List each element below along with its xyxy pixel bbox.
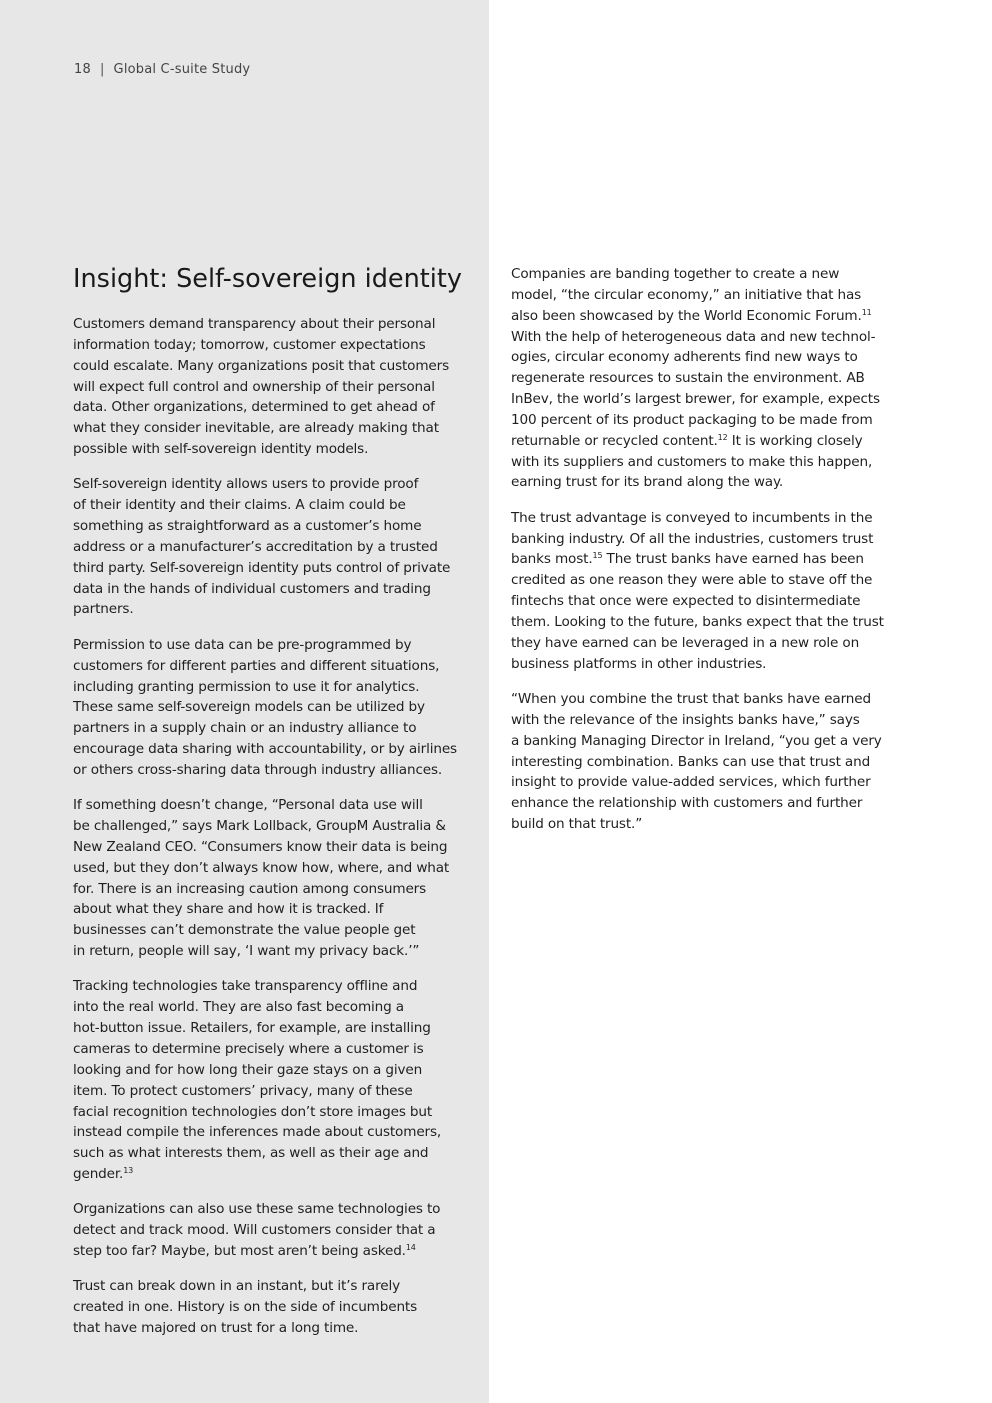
paragraph: “When you combine the trust that banks have earned with the relevance of the insights banks have,” says a banking Managing Director in Ireland, “you get a very interesting combination. Banks can use that trust and insight to provide value-added services, which further enhance the relationship with customers and further build on that trust.” (511, 691, 882, 833)
paragraph: Companies are banding together to create a new model, “the circular economy,” an initiative that has also been showcased by the World Economic Forum.$^{11}$ With the help of heterogeneous data and new technol- ogies, circular economy adherents find new ways to regenerate resources to sustain the environment. AB InBev, the world’s largest brewer, for example, expects 100 percent of its product packaging to be made from returnable or recycled content.$^{12}$ It is working closely with its suppliers and customers to make this happen, earning trust for its brand along the way. (511, 266, 880, 491)
paragraph: Permission to use data can be pre-programmed by customers for different parties and different situations, including granting permission to use it for analytics. These same self-sovereign models can be utilized by partners in a supply chain or an industry alliance to encourage data sharing with accountability, or by airlines or others cross-sharing data through industry alliances. (73, 636, 457, 778)
footnote-ref: 11 (861, 307, 872, 317)
footnote-ref: 14 (405, 1243, 416, 1253)
paragraph: Self-sovereign identity allows users to provide proof of their identity and their claims. A claim could be something as straightforward as a customer’s home address or a manufacturer’s accreditation by a trusted third party. Self-sovereign identity puts control of private data in the hands of individual customers and trading partners. (73, 476, 451, 618)
footnote-ref: 15 (592, 551, 603, 561)
left-text-column (73, 314, 473, 1353)
publication-title: Global C-suite Study (113, 62, 251, 77)
paragraph: Organizations can also use these same technologies to detect and track mood. Will customers consider that a step too far? Maybe, but most aren’t being asked.$^{14}$ (73, 1201, 441, 1260)
paragraph: The trust advantage is conveyed to incumbents in the banking industry. Of all the industries, customers trust banks most.$^{15}$ The trust banks have earned has been credited as one reason they were able to stave off the fintechs that once were expected to disintermediate them. Looking to the future, banks expect that the trust they have earned can be leveraged in a new role on business platforms in other industries. (511, 509, 884, 672)
footnote-ref: 12 (717, 432, 728, 442)
paragraph: Tracking technologies take transparency offline and into the real world. They are also fast becoming a hot-button issue. Retailers, for example, are installing cameras to determine precisely where a customer is looking and for how long their gaze stays on a given item. To protect customers’ privacy, many of these facial recognition technologies don’t store images but instead compile the inferences made about customers, such as what interests them, as well as their age and gender.$^{13}$ (73, 978, 442, 1183)
right-text-column (511, 264, 911, 849)
page-header (74, 62, 250, 77)
footnote-ref: 13 (123, 1166, 134, 1176)
page-number: 18 (74, 62, 91, 77)
paragraph: If something doesn’t change, “Personal data use will be challenged,” says Mark Lollback, GroupM Australia & New Zealand CEO. “Consumers know their data is being used, but they don’t always know how, where, and what for. There is an increasing caution among consumers about what they share and how it is tracked. If businesses can’t demonstrate the value people get in return, people will say, ‘I want my privacy back.’” (73, 797, 450, 960)
paragraph: Trust can break down in an instant, but it’s rarely created in one. History is on the side of incumbents that have majored on trust for a long time. (73, 1278, 418, 1337)
paragraph: Customers demand transparency about their personal information today; tomorrow, customer expectations could escalate. Many organizations posit that customers will expect full control and ownership of their personal data. Other organizations, determined to get ahead of what they consider inevitable, are already making that possible with self-sovereign identity models. (73, 316, 450, 458)
header-separator: | (99, 62, 105, 77)
section-title: Insight: Self-sovereign identity (73, 264, 462, 294)
